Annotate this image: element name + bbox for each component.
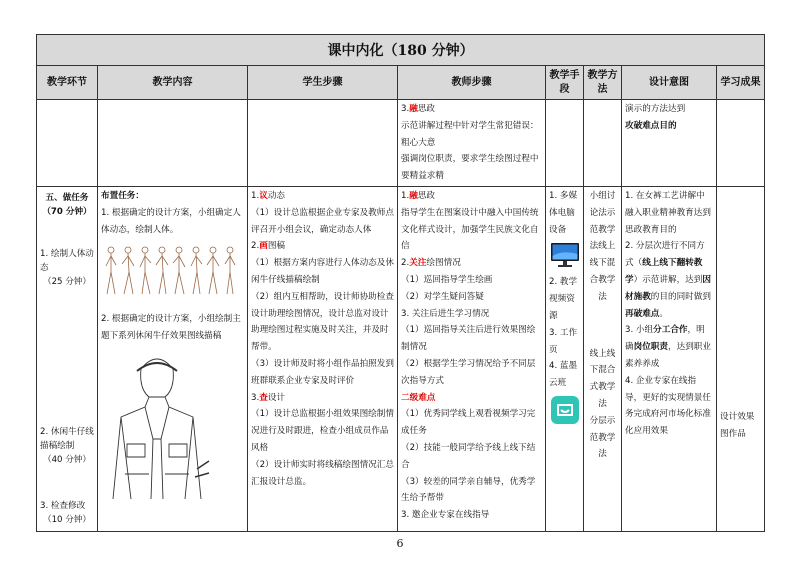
means-cell: 1. 多媒体电脑设备 2. 教学视频资源 3. 工作页 4. 蓝墨云班 bbox=[546, 186, 584, 531]
fashion-figure-sketches bbox=[101, 244, 239, 300]
methods-cell: 小组讨论法示范教学法线上线下混合教学法 线上线下混合式教学法 分层示范教学法 bbox=[584, 186, 622, 531]
header-outcome: 学习成果 bbox=[717, 66, 765, 100]
content-cell: 布置任务： 1. 根据确定的设计方案，小组确定人体动态，绘制人体。 2. 根据确定的设计方案，小组绘制主题下系列休闲牛仔效果图线描稿 bbox=[98, 186, 248, 531]
design-intent-cell: 1. 在女裤工艺讲解中融入职业精神教育达到思政教育目的 2. 分层次进行不同方式（线上线下翻转教学）示范讲解，达到因材施教的目的同时做到再破难点。 3. 小组分工合作，明确岗位职责，达到职业素养养成 4. 企业专家在线指导，更好的实现情景任务完成府河市场化标准化应用效果 bbox=[622, 186, 717, 531]
lanmo-cloud-class-app-icon bbox=[551, 396, 579, 424]
header-content: 教学内容 bbox=[98, 66, 248, 100]
design-cell: 演示的方法达到 攻破难点目的 bbox=[622, 100, 717, 187]
stage-cell: 五、做任务 （70 分钟） 1. 绘制人体动态 （25 分钟） 2. 休闲牛仔线描稿绘制 （40 分钟） 3. 检查修改 （10 分钟） bbox=[37, 186, 98, 531]
header-means: 教学手段 bbox=[546, 66, 584, 100]
table-row bbox=[37, 186, 765, 531]
table-row bbox=[37, 100, 765, 187]
page-number: 6 bbox=[396, 537, 404, 550]
monitor-icon bbox=[550, 242, 580, 268]
header-student-steps: 学生步骤 bbox=[248, 66, 398, 100]
table-title: 课中内化（180 分钟） bbox=[37, 35, 765, 66]
teacher-cell: 3.融思政 示范讲解过程中针对学生常犯错误：粗心大意 强调岗位职责，要求学生绘图过程中要精益求精 bbox=[398, 100, 546, 187]
header-design-intent: 设计意图 bbox=[622, 66, 717, 100]
header-teacher-steps: 教师步骤 bbox=[398, 66, 546, 100]
teacher-steps-cell: 1.融思政 指导学生在图案设计中融入中国传统文化样式设计，加强学生民族文化自信 2.关注绘图情况 （1）巡回指导学生绘画 （2）对学生疑问答疑 3. 关注后进生学习情况 （1）巡回指导关注后进行效果图绘制情况 （2）根据学生学习情况给予不同层次指导方式 二级难点 （1）优秀同学线上观看视频学习完成任务 （2）技能一般同学给予线上线下结合 （3）较差的同学亲自辅导，优秀学生给予帮带 3. 邀企业专家在线指导 bbox=[398, 186, 546, 531]
header-methods: 教学方法 bbox=[584, 66, 622, 100]
header-stage: 教学环节 bbox=[37, 66, 98, 100]
outcome-cell: 设计效果图作品 bbox=[717, 186, 765, 531]
lesson-plan-table bbox=[36, 34, 765, 532]
student-steps-cell: 1.议动态 （1）设计总监根据企业专家及教师点评召开小组会议，确定动态人体 2.画图稿 （1）根据方案内容进行人体动态及休闲牛仔线描稿绘制 （2）组内互相帮助，设计师协助检查设计助理绘图情况，设计总监对设计助理绘图过程实施及时关注，并及时帮带。 （3）设计师及时将小组作品拍照发到班群联系企业专家及时评价 3.查设计 （1）设计总监根据小组效果图绘制情况进行及时跟进，检查小组成员作品风格 （2）设计师实时将线稿绘图情况汇总汇报设计总监。 bbox=[248, 186, 398, 531]
fashion-denim-sketch bbox=[101, 349, 213, 499]
